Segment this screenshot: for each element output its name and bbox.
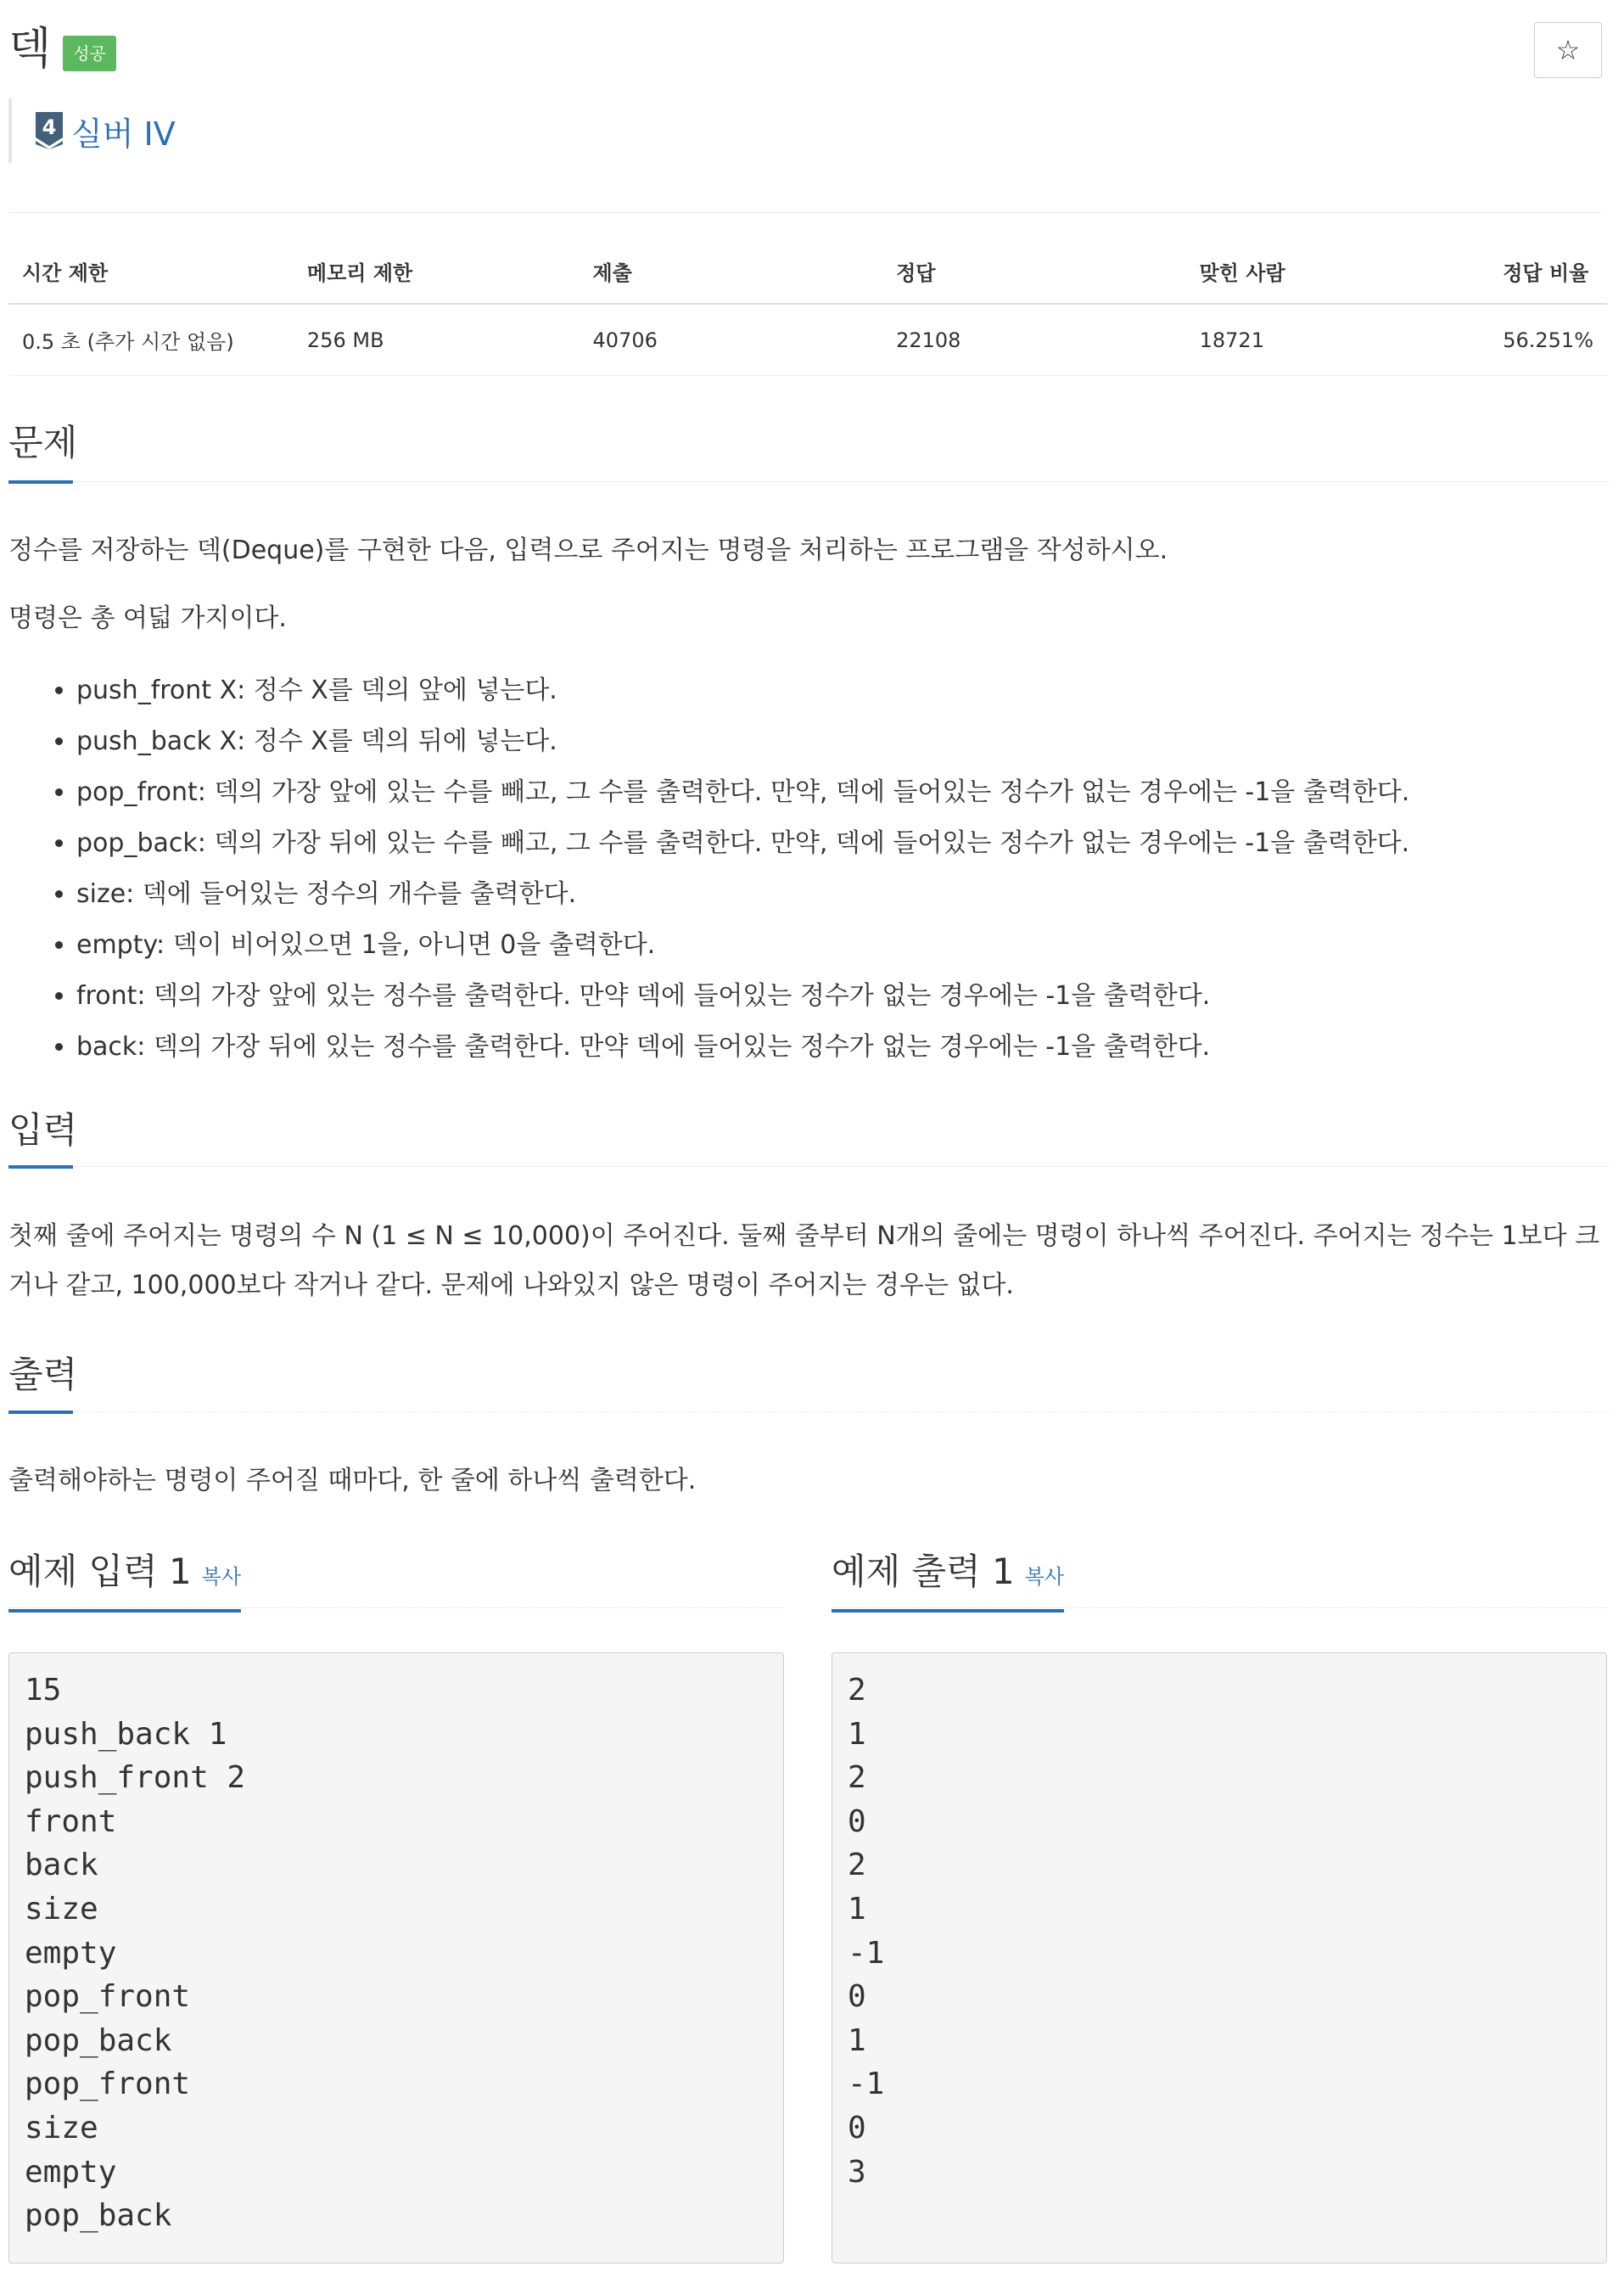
- output-section-underline: [8, 1411, 73, 1414]
- problem-info-table: [8, 239, 1607, 376]
- tier-shield-icon: [36, 112, 63, 149]
- favorite-star-button[interactable]: [1534, 22, 1602, 78]
- tier-number: 4: [42, 115, 57, 139]
- tier-row: [8, 98, 176, 163]
- problem-count-line: 명령은 총 여덟 가지이다.: [8, 603, 287, 633]
- problem-header: [7, 0, 1617, 210]
- page-title: 덱: [8, 24, 52, 75]
- header-submissions: 제출: [580, 239, 883, 304]
- command-item: • empty: 덱이 비어있으면 1을, 아니면 0을 출력한다.: [76, 920, 1409, 971]
- sample-input-panel: [8, 1546, 784, 2294]
- problem-section-title: 문제: [8, 422, 78, 463]
- sample-output-panel: [832, 1546, 1607, 2294]
- output-description: 출력해야하는 명령이 주어질 때마다, 한 줄에 하나씩 출력한다.: [8, 1466, 697, 1495]
- input-description: 첫째 줄에 주어지는 명령의 수 N (1 ≤ N ≤ 10,000)이 주어진다. 둘째 줄부터 N개의 줄에는 명령이 하나씩 주어진다. 주어지는 정수는 1보다 크거나 같고, 100,000보다 작거나 같다. 문제에 나와있지 않은 명령이 주어지는 경우는 없다.: [8, 1221, 1600, 1300]
- problem-section-divider: [8, 481, 1609, 482]
- sample-output-code: 2 1 2 0 2 1 -1 0 1 -1 0 3: [832, 1652, 1607, 2263]
- command-item: • push_back X: 정수 X를 덱의 뒤에 넣는다.: [76, 716, 1409, 767]
- command-list: [8, 665, 1409, 1073]
- sample-output-title: [832, 1546, 1064, 1613]
- info-value-row: [8, 304, 1607, 376]
- command-item: • back: 덱의 가장 뒤에 있는 정수를 출력한다. 만약 덱에 들어있는 정수가 없는 경우에는 -1을 출력한다.: [76, 1022, 1409, 1073]
- command-item: • front: 덱의 가장 앞에 있는 정수를 출력한다. 만약 덱에 들어있는 정수가 없는 경우에는 -1을 출력한다.: [76, 971, 1409, 1022]
- sample-output-header: [832, 1546, 1607, 1608]
- output-section-divider: [8, 1411, 1609, 1412]
- title-row: [8, 22, 116, 76]
- header-divider: [8, 212, 1602, 213]
- status-badge: 성공: [63, 36, 116, 71]
- info-header-row: [8, 239, 1607, 304]
- command-item: • pop_back: 덱의 가장 뒤에 있는 수를 빼고, 그 수를 출력한다. 만약, 덱에 들어있는 정수가 없는 경우에는 -1을 출력한다.: [76, 818, 1409, 869]
- sample-input-title: [8, 1546, 241, 1613]
- value-memory-limit: 256 MB: [294, 304, 580, 376]
- value-accept-ratio: 56.251%: [1489, 304, 1607, 376]
- output-section-title: 출력: [8, 1354, 78, 1395]
- command-item: • size: 덱에 들어있는 정수의 개수를 출력한다.: [76, 869, 1409, 920]
- header-solvers: 맞힌 사람: [1186, 239, 1490, 304]
- copy-input-link[interactable]: 복사: [201, 1565, 242, 1589]
- value-solvers: 18721: [1186, 304, 1490, 376]
- command-item: • push_front X: 정수 X를 덱의 앞에 넣는다.: [76, 665, 1409, 716]
- input-section-underline: [8, 1165, 73, 1169]
- sample-output-title-text: 예제 출력 1: [832, 1551, 1015, 1592]
- value-time-limit: 0.5 초 (추가 시간 없음): [8, 304, 294, 376]
- input-section-title: 입력: [8, 1109, 78, 1151]
- sample-input-code: 15 push_back 1 push_front 2 front back size empty pop_front pop_back pop_front size empty pop_back: [8, 1652, 784, 2263]
- copy-output-link[interactable]: 복사: [1024, 1565, 1065, 1589]
- tier-link[interactable]: 실버 IV: [71, 115, 176, 153]
- sample-input-header: [8, 1546, 784, 1608]
- problem-section-underline: [8, 480, 73, 484]
- command-item: • pop_front: 덱의 가장 앞에 있는 수를 빼고, 그 수를 출력한다. 만약, 덱에 들어있는 정수가 없는 경우에는 -1을 출력한다.: [76, 767, 1409, 818]
- header-accept-ratio: 정답 비율: [1489, 239, 1607, 304]
- input-section-divider: [8, 1166, 1609, 1167]
- star-icon: ☆: [1555, 34, 1581, 66]
- sample-input-title-text: 예제 입력 1: [8, 1551, 192, 1592]
- header-memory-limit: 메모리 제한: [294, 239, 580, 304]
- value-submissions: 40706: [580, 304, 883, 376]
- problem-intro: 정수를 저장하는 덱(Deque)를 구현한 다음, 입력으로 주어지는 명령을 처리하는 프로그램을 작성하시오.: [8, 536, 1168, 565]
- header-accepted: 정답: [882, 239, 1186, 304]
- value-accepted: 22108: [882, 304, 1186, 376]
- header-time-limit: 시간 제한: [8, 239, 294, 304]
